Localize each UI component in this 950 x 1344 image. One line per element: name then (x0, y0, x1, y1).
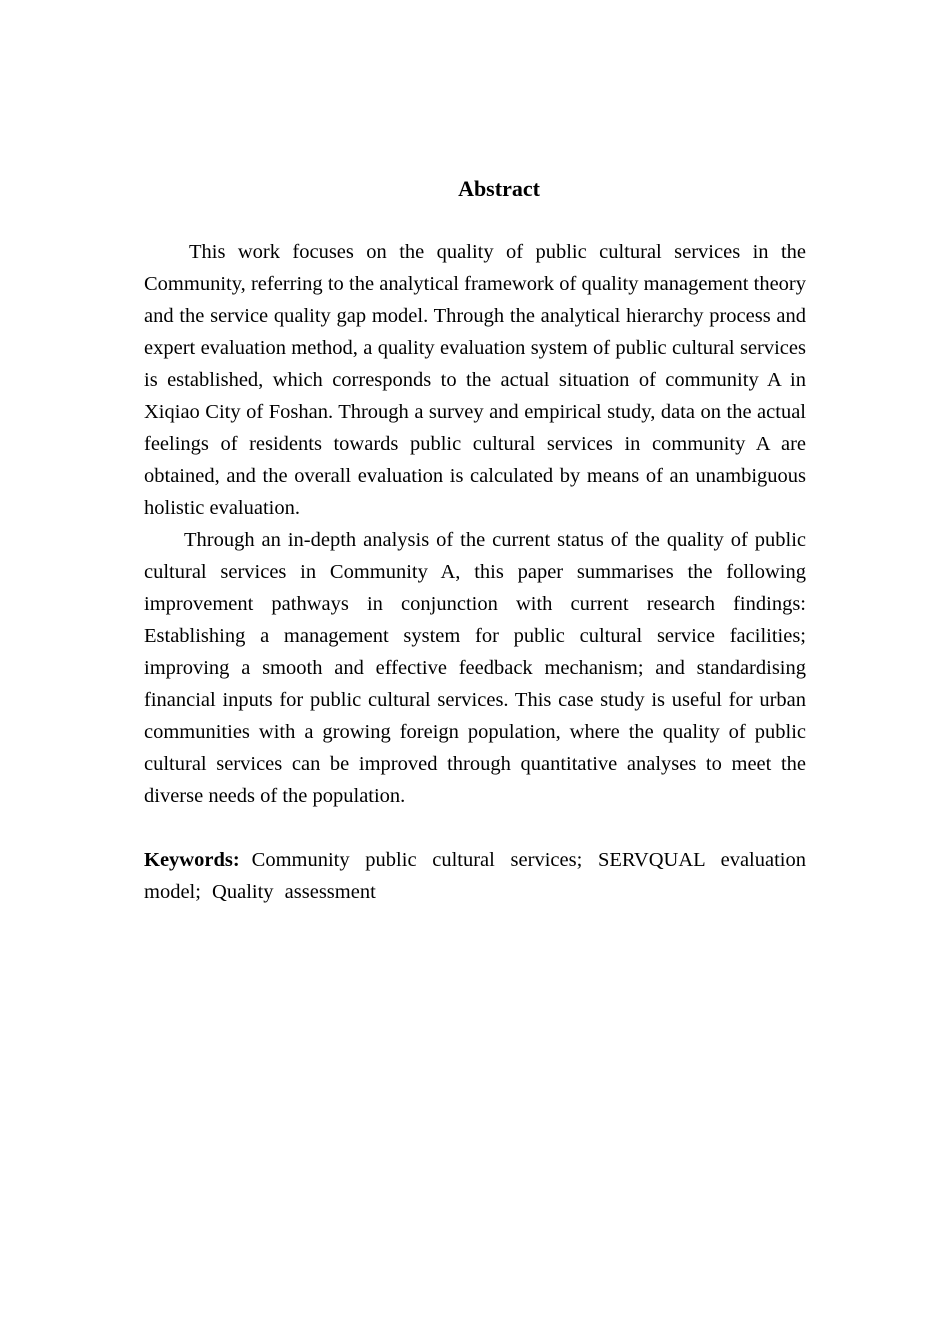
abstract-paragraph-2: Through an in-depth analysis of the current status of the quality of public cultural services in Community A, this paper summarises the following improvement pathways in conjunction with current research findings: Establishing a management system for public cultural service facilities; improving a smooth and effective feedback mechanism; and standardising financial inputs for public cultural services. This case study is useful for urban communities with a growing foreign population, where the quality of public cultural services can be improved through quantitative analyses to meet the diverse needs of the population. (144, 529, 806, 807)
abstract-paragraph-1: This work focuses on the quality of public cultural services in the Community, referring to the analytical framework of quality management theory and the service quality gap model. Through the analytical hierarchy process and expert evaluation method, a quality evaluation system of public cultural services is established, which corresponds to the actual situation of community A in Xiqiao City of Foshan. Through a survey and empirical study, data on the actual feelings of residents towards public cultural services in community A are obtained, and the overall evaluation is calculated by means of an unambiguous holistic evaluation. (144, 241, 806, 519)
keywords-line (144, 844, 806, 908)
abstract-body (144, 236, 806, 908)
abstract-title: Abstract (458, 176, 540, 201)
keywords-label: Keywords: (144, 849, 240, 871)
keywords-text: Community public cultural services; SERVQUAL evaluation model; Quality assessment (144, 849, 806, 903)
